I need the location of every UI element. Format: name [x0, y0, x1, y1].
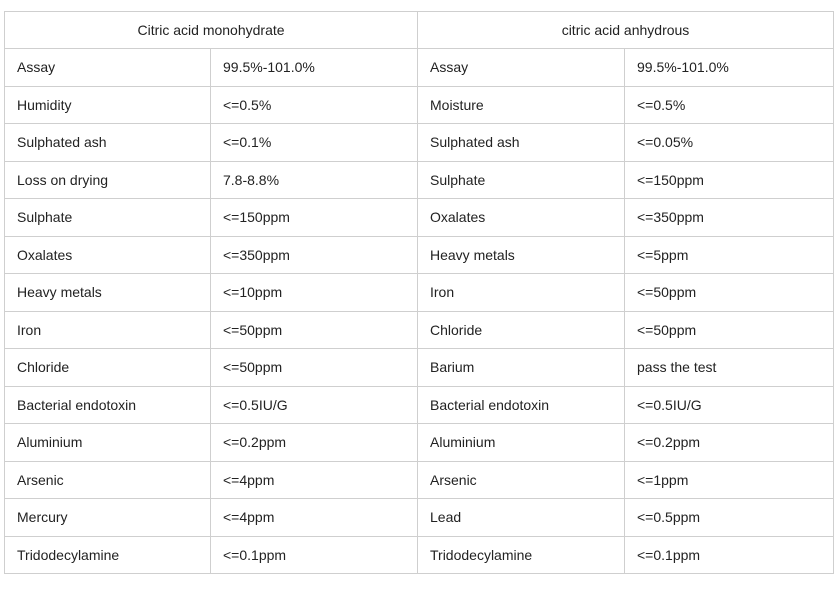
anhydrous-parameter-cell: Barium — [418, 349, 625, 387]
anhydrous-parameter-cell: Sulphate — [418, 161, 625, 199]
mono-parameter-cell: Humidity — [5, 86, 211, 124]
anhydrous-parameter-cell: Moisture — [418, 86, 625, 124]
anhydrous-parameter-cell: Heavy metals — [418, 236, 625, 274]
mono-parameter-cell: Chloride — [5, 349, 211, 387]
mono-value-cell: <=0.1% — [211, 124, 418, 162]
mono-value-cell: <=4ppm — [211, 499, 418, 537]
anhydrous-value-cell: pass the test — [625, 349, 834, 387]
anhydrous-parameter-cell: Iron — [418, 274, 625, 312]
table-body — [5, 49, 834, 574]
mono-parameter-cell: Iron — [5, 311, 211, 349]
table-row — [5, 124, 834, 162]
mono-parameter-cell: Assay — [5, 49, 211, 87]
anhydrous-parameter-cell: Oxalates — [418, 199, 625, 237]
table-row — [5, 86, 834, 124]
header-row — [5, 12, 834, 49]
mono-parameter-cell: Bacterial endotoxin — [5, 386, 211, 424]
mono-value-cell: <=350ppm — [211, 236, 418, 274]
mono-value-cell: <=4ppm — [211, 461, 418, 499]
specification-table — [4, 11, 834, 574]
mono-value-cell: 7.8-8.8% — [211, 161, 418, 199]
mono-value-cell: <=10ppm — [211, 274, 418, 312]
table-row — [5, 424, 834, 462]
table-row — [5, 461, 834, 499]
mono-value-cell: <=0.5% — [211, 86, 418, 124]
anhydrous-value-cell: <=50ppm — [625, 311, 834, 349]
anhydrous-value-cell: <=5ppm — [625, 236, 834, 274]
anhydrous-parameter-cell: Aluminium — [418, 424, 625, 462]
table-row — [5, 386, 834, 424]
table-row — [5, 349, 834, 387]
mono-value-cell: <=150ppm — [211, 199, 418, 237]
anhydrous-value-cell: 99.5%-101.0% — [625, 49, 834, 87]
anhydrous-value-cell: <=50ppm — [625, 274, 834, 312]
mono-value-cell: <=0.1ppm — [211, 536, 418, 574]
table-row — [5, 311, 834, 349]
table-row — [5, 161, 834, 199]
table-row — [5, 536, 834, 574]
mono-parameter-cell: Tridodecylamine — [5, 536, 211, 574]
anhydrous-value-cell: <=350ppm — [625, 199, 834, 237]
mono-parameter-cell: Aluminium — [5, 424, 211, 462]
table-row — [5, 499, 834, 537]
table-row — [5, 49, 834, 87]
anhydrous-parameter-cell: Arsenic — [418, 461, 625, 499]
anhydrous-value-cell: <=0.5IU/G — [625, 386, 834, 424]
table-row — [5, 236, 834, 274]
mono-parameter-cell: Oxalates — [5, 236, 211, 274]
mono-value-cell: <=50ppm — [211, 349, 418, 387]
mono-value-cell: <=50ppm — [211, 311, 418, 349]
anhydrous-parameter-cell: Lead — [418, 499, 625, 537]
anhydrous-value-cell: <=0.5% — [625, 86, 834, 124]
anhydrous-value-cell: <=0.2ppm — [625, 424, 834, 462]
mono-value-cell: <=0.2ppm — [211, 424, 418, 462]
anhydrous-value-cell: <=150ppm — [625, 161, 834, 199]
mono-value-cell: <=0.5IU/G — [211, 386, 418, 424]
mono-parameter-cell: Mercury — [5, 499, 211, 537]
header-anhydrous: citric acid anhydrous — [418, 12, 834, 49]
mono-parameter-cell: Sulphated ash — [5, 124, 211, 162]
anhydrous-parameter-cell: Chloride — [418, 311, 625, 349]
anhydrous-parameter-cell: Assay — [418, 49, 625, 87]
mono-parameter-cell: Heavy metals — [5, 274, 211, 312]
anhydrous-parameter-cell: Bacterial endotoxin — [418, 386, 625, 424]
header-monohydrate: Citric acid monohydrate — [5, 12, 418, 49]
mono-parameter-cell: Loss on drying — [5, 161, 211, 199]
table-row — [5, 274, 834, 312]
anhydrous-value-cell: <=0.05% — [625, 124, 834, 162]
mono-parameter-cell: Sulphate — [5, 199, 211, 237]
anhydrous-parameter-cell: Tridodecylamine — [418, 536, 625, 574]
mono-parameter-cell: Arsenic — [5, 461, 211, 499]
anhydrous-value-cell: <=0.5ppm — [625, 499, 834, 537]
mono-value-cell: 99.5%-101.0% — [211, 49, 418, 87]
anhydrous-parameter-cell: Sulphated ash — [418, 124, 625, 162]
anhydrous-value-cell: <=1ppm — [625, 461, 834, 499]
anhydrous-value-cell: <=0.1ppm — [625, 536, 834, 574]
table-row — [5, 199, 834, 237]
